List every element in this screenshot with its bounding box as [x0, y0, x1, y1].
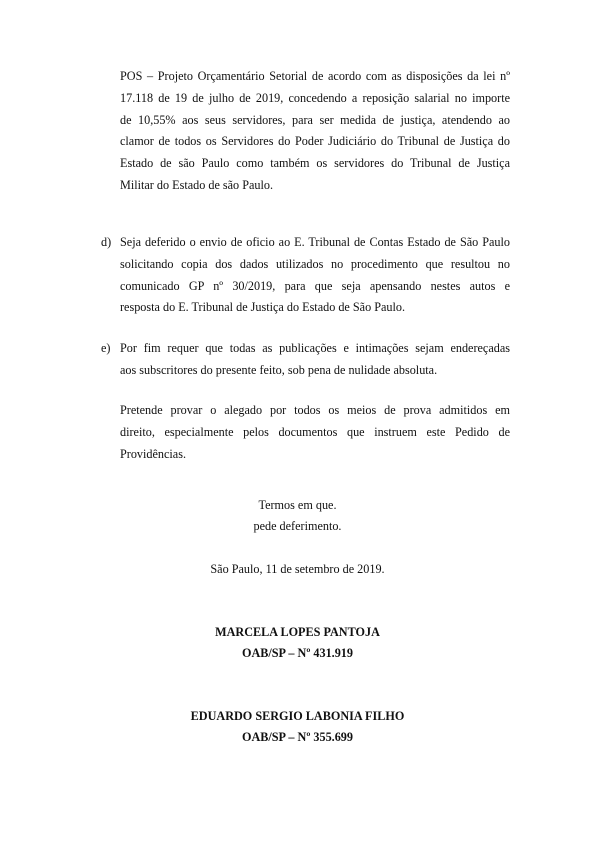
signature-oab: OAB/SP – Nº 431.919 — [241, 646, 353, 660]
paragraph-line: Seja deferido o envio de oficio ao E. Tribunal de Contas Estado de São Paulo — [120, 235, 510, 249]
closing-line-2: pede deferimento. — [253, 519, 342, 533]
item-d-marker: d) — [101, 235, 112, 249]
item-e-paragraph — [120, 338, 510, 382]
paragraph-line: solicitando copia dos dados utilizados no procedimento que resultou no — [120, 256, 510, 271]
paragraph-line: de 10,55% aos seus servidores, para ser medida de justiça, atendendo ao — [120, 112, 510, 127]
paragraph-line: aos subscritores do presente feito, sob pena de nulidade absoluta. — [120, 362, 438, 377]
paragraph-line: Militar do Estado de são Paulo. — [120, 177, 273, 192]
prova-paragraph — [120, 400, 510, 465]
item-d-paragraph — [120, 232, 510, 319]
paragraph-line: direito, especialmente pelos documentos que instruem este Pedido de — [120, 424, 510, 439]
date-place: São Paulo, 11 de setembro de 2019. — [210, 562, 385, 576]
paragraph-line: comunicado GP nº 30/2019, para que seja apensando nestes autos e — [120, 278, 510, 293]
paragraph-line: Providências. — [120, 446, 187, 461]
signature-oab: OAB/SP – Nº 355.699 — [241, 730, 353, 744]
closing-line-1: Termos em que. — [258, 498, 337, 512]
paragraph-line: POS – Projeto Orçamentário Setorial de acordo com as disposições da lei nº — [120, 69, 510, 83]
signature-name: MARCELA LOPES PANTOJA — [215, 625, 380, 639]
item-e-marker: e) — [101, 341, 111, 355]
signature-name: EDUARDO SERGIO LABONIA FILHO — [190, 709, 405, 723]
paragraph-line: Por fim requer que todas as publicações e intimações sejam endereçadas — [120, 341, 510, 355]
paragraph-line: resposta do E. Tribunal de Justiça do Estado de São Paulo. — [120, 300, 406, 315]
pos-paragraph — [120, 66, 510, 197]
paragraph-line: Pretende provar o alegado por todos os meios de prova admitidos em — [120, 403, 510, 417]
paragraph-line: 17.118 de 19 de julho de 2019, concedendo a reposição salarial no importe — [120, 90, 510, 105]
paragraph-line: Estado de são Paulo como também os servidores do Tribunal de Justiça — [120, 156, 510, 171]
paragraph-line: clamor de todos os Servidores do Poder Judiciário do Tribunal de Justiça do — [120, 134, 510, 149]
